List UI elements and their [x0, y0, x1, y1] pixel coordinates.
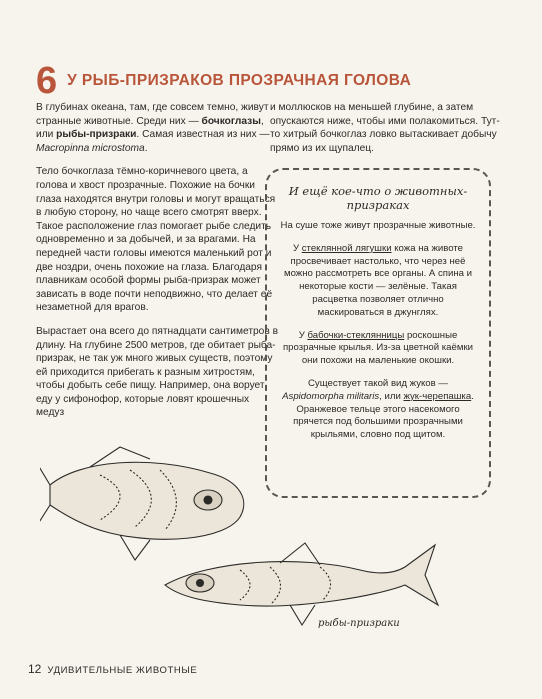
bold-term: бочкоглазы — [201, 115, 261, 127]
barreleye-fish-drawing — [40, 447, 244, 560]
text-run: , или — [379, 390, 404, 402]
text-run: . — [144, 142, 148, 154]
text-run: . Оранжевое тельце этого насекомого прячется под большими прозрачными крыльями, словно под щитом. — [293, 390, 474, 441]
info-paragraph-frog — [279, 243, 477, 320]
text-run: Существует такой вид жуков — — [307, 377, 448, 389]
latin-name: Macropinna microstoma — [36, 142, 145, 154]
chapter-number: 6 — [36, 60, 58, 102]
chapter-heading — [36, 62, 411, 100]
continuation-paragraph: и моллюсков на меньшей глубине, а затем опускаются ниже, чтобы ими полакомиться. Тут-то хитрый бочкоглаз ловко вытаскивает добычу прямо из их щупалец. — [270, 102, 500, 154]
text-run: У — [292, 242, 302, 254]
illustration-caption: рыбы-призраки — [318, 618, 400, 629]
underlined-term: жук-черепашка — [403, 390, 472, 402]
text-run: , или — [36, 115, 264, 141]
text-run: . Самая известная из них — — [136, 129, 270, 141]
bold-term: рыбы-призраки — [56, 129, 137, 141]
right-column — [270, 101, 500, 165]
page-number: 12 — [28, 662, 42, 676]
info-box-title: И ещё кое-что о животных-призраках — [288, 184, 468, 212]
text-run: роскошные прозрачные крылья. Из-за цветной каёмки они похожи на маленькие окошки. — [282, 329, 474, 367]
left-column — [36, 101, 278, 430]
book-title: УДИВИТЕЛЬНЫЕ ЖИВОТНЫЕ — [47, 665, 198, 676]
intro-paragraph — [36, 101, 278, 155]
description-paragraph: Тело бочкоглаза тёмно-коричневого цвета, а голова и хвост прозрачные. Похожие на бочки глаза находятся внутри головы и могут вращаться в любую сторону, но чаще всего смотрят вверх. Такое расположение глаз помогает рыбе следить одновременно и за добычей, и за врагами. На передней части головы имеются маленький рот и две ноздри, очень похожие на глаза. Благодаря плавникам особой формы рыба-призрак может зависать в воде почти неподвижно, что делает её незаметной для врагов. — [36, 166, 276, 314]
size-paragraph: Вырастает она всего до пятнадцати сантиметров в длину. На глубине 2500 метров, где обитает рыба-призрак, не так уж много живых существ, поэтому ей приходится прибегать к разным хитростям, чтобы добыть себе пищу. Например, она ворует еду у сифонофор, которые ловят крошечных медуз — [36, 325, 278, 419]
info-paragraph-beetle — [279, 378, 477, 442]
text-run: В глубинах океана, там, где совсем темно, живут странные животные. Среди них — — [36, 102, 269, 127]
text-run: У — [298, 329, 308, 341]
underlined-term: бабочки-стеклянницы — [307, 329, 405, 341]
underlined-term: стеклянной лягушки — [301, 242, 392, 254]
latin-name: Aspidomorpha militaris — [282, 390, 380, 402]
second-fish-drawing — [165, 543, 438, 625]
info-paragraph-land: На суше тоже живут прозрачные животные. — [280, 220, 476, 231]
page-footer — [28, 662, 197, 676]
chapter-title: У РЫБ-ПРИЗРАКОВ ПРОЗРАЧНАЯ ГОЛОВА — [67, 72, 412, 89]
text-run: кожа на животе просвечивает настолько, что через неё можно рассмотреть все органы. А спина и некоторые кости — зелёные. Такая расцветка позволяет отлично маскироваться в джунглях. — [283, 242, 472, 318]
info-paragraph-butterfly — [279, 330, 477, 368]
